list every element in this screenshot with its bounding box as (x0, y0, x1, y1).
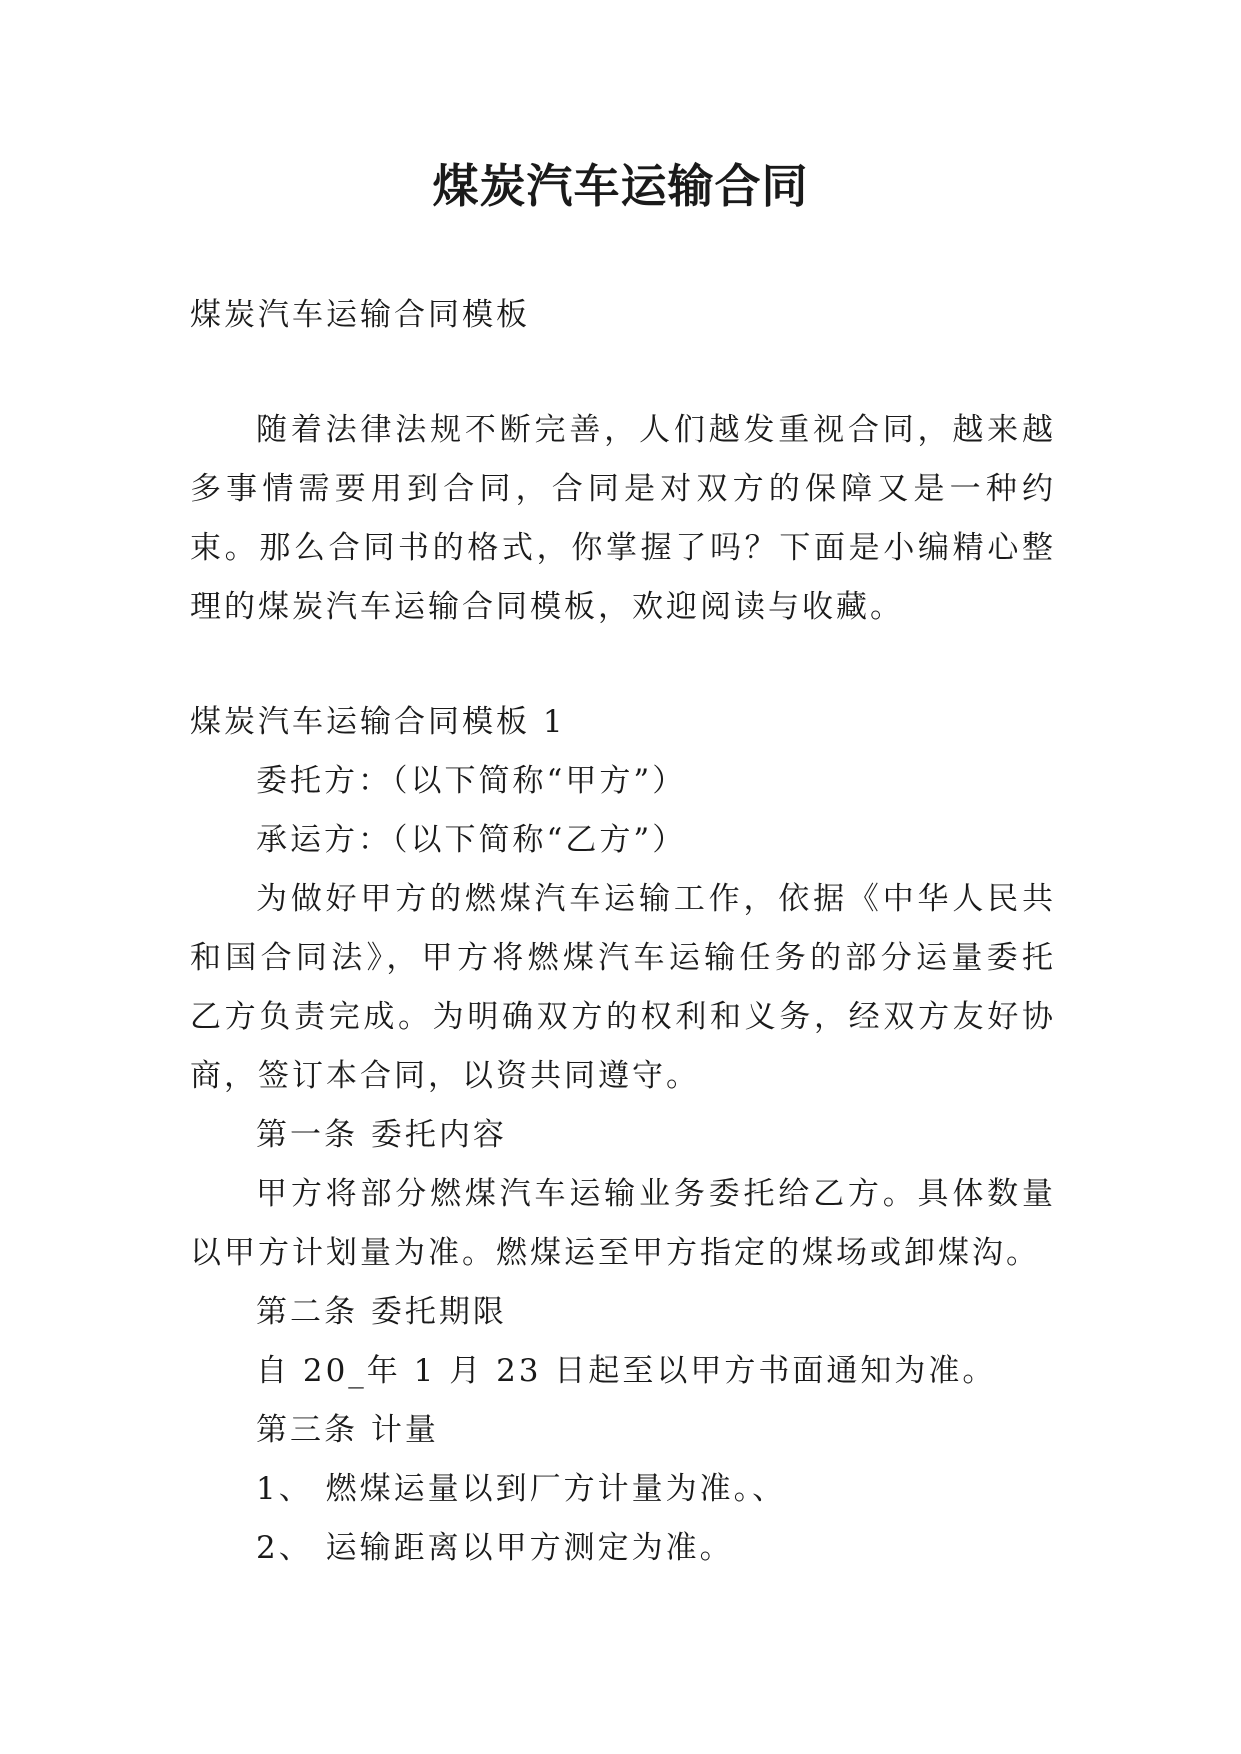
document-body (190, 286, 1056, 1578)
article-2-body: 自 20_年 1 月 23 日起至以甲方书面通知为准。 (256, 1353, 997, 1389)
intro-paragraph: 随着法律法规不断完善，人们越发重视合同，越来越多事情需要用到合同，合同是对双方的保障又是一种约束。那么合同书的格式，你掌握了吗？下面是小编精心整理的煤炭汽车运输合同模板，欢迎阅读与收藏。 (190, 412, 1056, 625)
preamble-paragraph: 为做好甲方的燃煤汽车运输工作，依据《中华人民共和国合同法》，甲方将燃煤汽车运输任务的部分运量委托乙方负责完成。为明确双方的权利和义务，经双方友好协商，签订本合同，以资共同遵守。 (190, 881, 1056, 1094)
article-2-title: 第二条 委托期限 (256, 1294, 507, 1330)
document-title: 煤炭汽车运输合同 (432, 159, 809, 213)
article-3-item-2: 2、 运输距离以甲方测定为准。 (256, 1530, 734, 1566)
section-heading: 煤炭汽车运输合同模板 1 (190, 704, 566, 740)
party-a-line: 委托方：（以下简称“甲方”） (256, 763, 687, 799)
article-1-title: 第一条 委托内容 (256, 1117, 507, 1153)
document-subtitle: 煤炭汽车运输合同模板 (190, 297, 530, 333)
article-3-title: 第三条 计量 (256, 1412, 439, 1448)
party-b-line: 承运方：（以下简称“乙方”） (256, 822, 687, 858)
article-1-body: 甲方将部分燃煤汽车运输业务委托给乙方。具体数量以甲方计划量为准。燃煤运至甲方指定的煤场或卸煤沟。 (190, 1176, 1056, 1271)
article-3-item-1: 1、 燃煤运量以到厂方计量为准。、 (256, 1471, 787, 1507)
